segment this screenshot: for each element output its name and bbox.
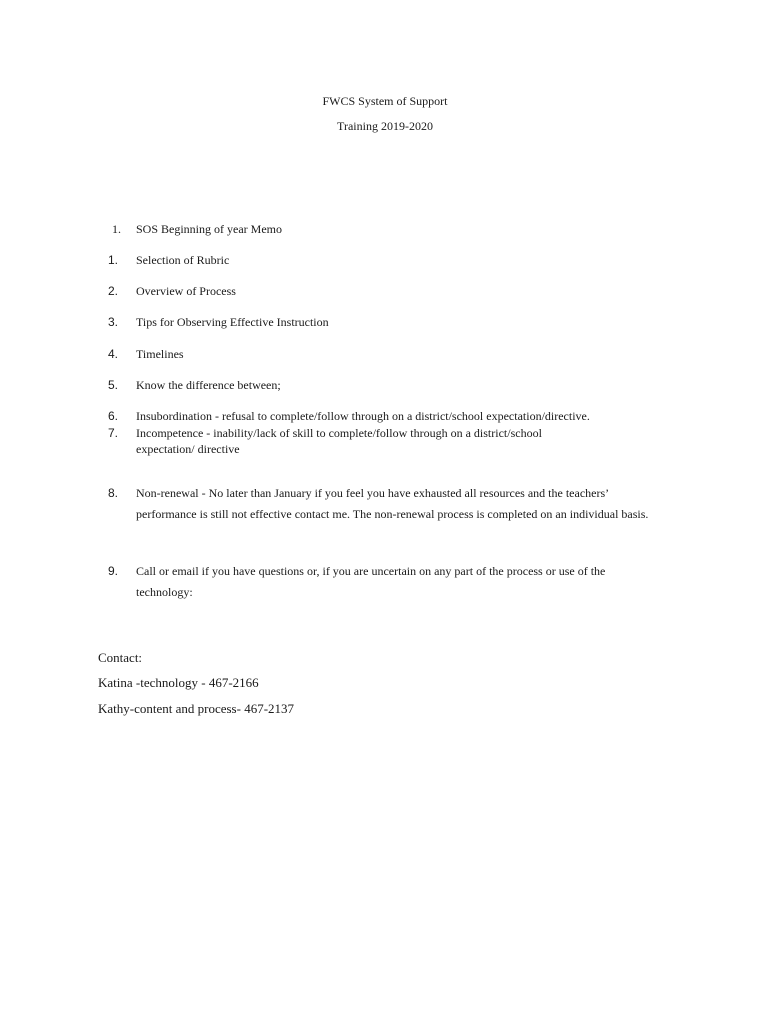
item-number: 6.	[108, 409, 119, 423]
item-number: 7.	[108, 426, 119, 440]
item-text: Incompetence - inability/lack of skill to complete/follow through on a district/school expectation/ directive	[136, 426, 542, 456]
item-text: Insubordination - refusal to complete/follow through on a district/school expectation/directive.	[136, 409, 590, 423]
item-text: Tips for Observing Effective Instruction	[136, 315, 329, 329]
item-text: SOS Beginning of year Memo	[136, 222, 282, 236]
document-title: FWCS System of Support	[322, 94, 448, 108]
document-subtitle: Training 2019-2020	[337, 119, 433, 133]
item-number: 1.	[112, 222, 121, 236]
item-number: 1.	[108, 253, 119, 267]
item-number: 2.	[108, 284, 119, 298]
item-number: 9.	[108, 564, 119, 578]
item-text: Call or email if you have questions or, if you are uncertain on any part of the process or use of the technology:	[136, 564, 606, 599]
contact-line-content: Kathy-content and process- 467-2137	[98, 701, 295, 716]
item-number: 8.	[108, 486, 119, 500]
item-number: 5.	[108, 378, 119, 392]
item-number: 4.	[108, 347, 119, 361]
item-text: Timelines	[136, 347, 184, 361]
contact-line-technology: Katina -technology - 467-2166	[98, 675, 259, 690]
item-text: Know the difference between;	[136, 378, 281, 392]
item-text: Non-renewal - No later than January if you feel you have exhausted all resources and the teachers’ performance is still not effective contact me. The non-renewal process is completed on an individual basis.	[136, 486, 649, 521]
item-number: 3.	[108, 315, 119, 329]
item-text: Selection of Rubric	[136, 253, 230, 267]
item-text: Overview of Process	[136, 284, 236, 298]
contact-label: Contact:	[98, 650, 143, 665]
